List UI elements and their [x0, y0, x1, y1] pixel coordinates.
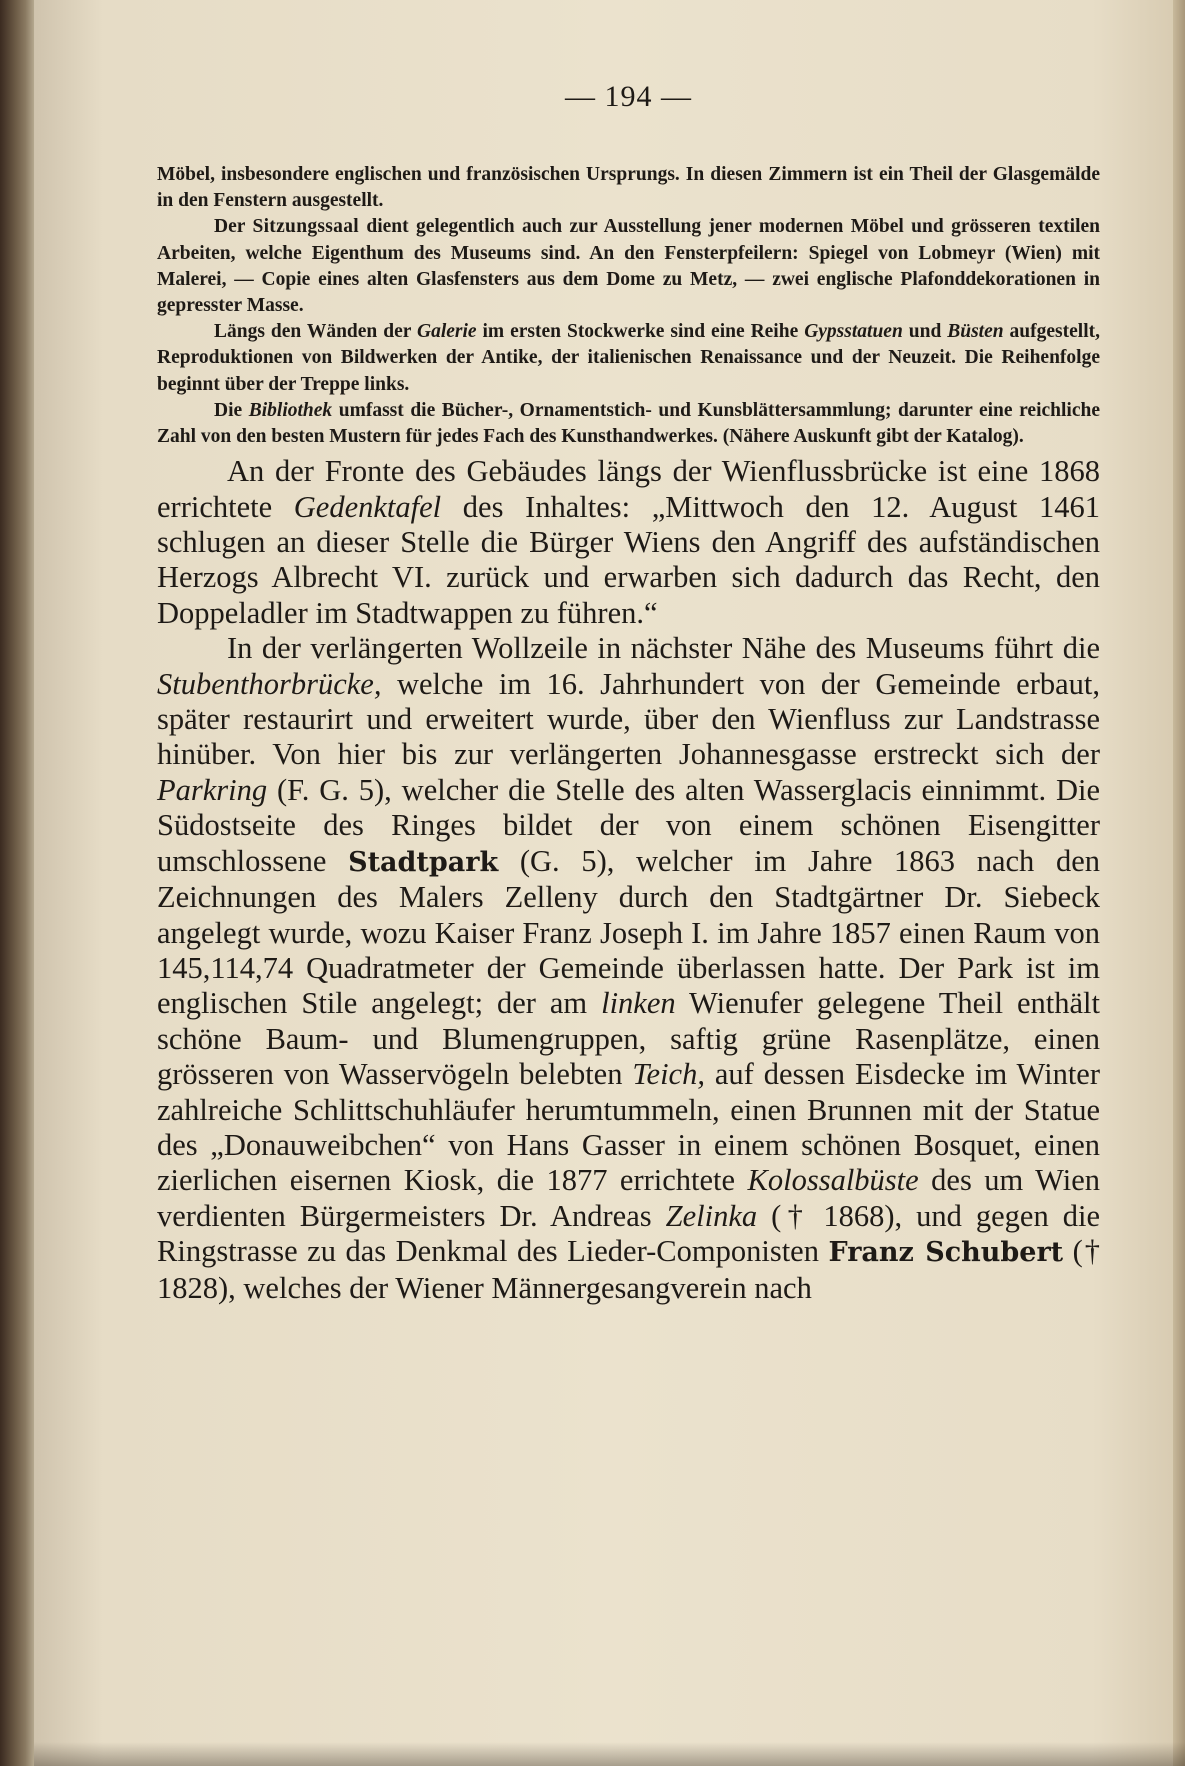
- text-run: (G. 5), welcher im Jahre 1863 nach den Zeichnungen des Malers Zelleny durch den Stadtgärtner Dr. Siebeck angelegt wurde, wozu Kaiser Franz Joseph I. im Jahre 1857 einen Raum von 145,114,74 Quadratmeter der Gemeinde überlassen hatte. Der Park ist im englischen Stile angelegt; der am: [157, 843, 1100, 1021]
- bold-term: Franz Schubert: [828, 1237, 1064, 1269]
- text-run: Die: [214, 399, 249, 421]
- text-run: umfasst die Bücher-, Ornamentstich- und Kunsblättersammlung; darunter eine reichliche Zahl von den besten Mustern für jedes Fach des Kunsthandwerkes. (Nähere Auskunft gibt der Katalog).: [157, 399, 1100, 448]
- text-run: Der: [214, 216, 253, 238]
- text-run: des um Wien verdienten Bürgermeisters Dr. Andreas: [157, 1163, 1100, 1233]
- page-content: [157, 80, 1100, 1306]
- paragraph: [157, 162, 1100, 214]
- text-run: († 1868), und gegen die Ringstrasse zu das Denkmal des Lieder-Componisten: [157, 1198, 1100, 1269]
- italic-term: Büsten: [947, 321, 1004, 343]
- paragraph: [157, 319, 1100, 398]
- text-run: dient gelegentlich auch zur Ausstellung jener modernen Möbel und grösseren textilen Arbeiten, welche Eigenthum des Museums sind. An den Fensterpfeilern: Spiegel von Lobmeyr (Wien) mit Malerei, — Copie eines alten Glasfensters aus dem Dome zu Metz, — zwei englische Plafonddekorationen in gepresster Masse.: [157, 216, 1101, 317]
- paragraph: [157, 398, 1100, 450]
- italic-term: linken: [601, 986, 676, 1021]
- paragraph: [157, 214, 1100, 319]
- text-run: und: [902, 321, 948, 343]
- text-run: († 1828), welches der Wiener Männergesangverein nach: [157, 1234, 1100, 1305]
- text-run: aufgestellt, Reproduktionen von Bildwerken der Antike, der italienischen Renaissance und der Neuzeit. Die Reihenfolge beginnt über der Treppe links.: [157, 321, 1100, 395]
- text-run: Wienufer gelegene Theil enthält schöne Baum- und Blumengruppen, saftig grüne Rasenplätze, einen grösseren von Wasservögeln belebten: [157, 986, 1101, 1092]
- text-run: An der Fronte des Gebäudes längs der Wienflussbrücke ist eine 1868 errichtete: [157, 454, 1100, 524]
- text-run: In der verlängerten Wollzeile in nächster Nähe des Museums führt die: [227, 631, 1100, 666]
- bold-term: Stadtpark: [348, 846, 499, 878]
- bold-term: Sitzungssaal: [252, 216, 359, 238]
- italic-term: Gedenktafel: [293, 489, 442, 524]
- italic-term: Gypsstatuen: [804, 321, 903, 343]
- italic-term: Stubenthorbrücke,: [157, 666, 382, 701]
- text-run: im ersten Stockwerke sind eine Reihe: [476, 321, 805, 343]
- text-run: (F. G. 5), welcher die Stelle des alten Wasserglacis einnimmt. Die Südostseite des Ringes bildet der von einem schönen Eisengitter umschlossene: [157, 772, 1100, 878]
- italic-term: Teich,: [632, 1057, 705, 1092]
- page-number: — 194 —: [565, 80, 692, 113]
- text-run: welche im 16. Jahrhundert von der Gemeinde erbaut, später restaurirt und erweitert wurde, über den Wienfluss zur Landstrasse hinüber. Von hier bis zur verlängerten Johannesgasse erstreckt sich der: [157, 666, 1100, 772]
- italic-term: Parkring: [157, 772, 268, 807]
- page-edge: [1173, 0, 1185, 1766]
- text-run: des Inhaltes: „Mittwoch den 12. August 1461 schlugen an dieser Stelle die Bürger Wiens den Angriff des aufständischen Herzogs Albrecht VI. zurück und erwarben sich dadurch das Recht, den Doppeladler im Stadtwappen zu führen.“: [157, 489, 1101, 630]
- italic-term: Zelinka: [665, 1198, 758, 1233]
- text-run: Möbel, insbesondere englischen und französischen Ursprungs. In diesen Zimmern ist ein Theil der Glasgemälde in den Fenstern ausgestellt.: [157, 164, 1100, 212]
- paragraph: [157, 631, 1100, 1306]
- italic-term: Galerie: [416, 321, 477, 343]
- italic-term: Bibliothek: [248, 399, 333, 421]
- text-run: auf dessen Eisdecke im Winter zahlreiche Schlittschuhläufer herumtummeln, einen Brunnen mit der Statue des „Donauweibchen“ von Hans Gasser in einem schönen Bosquet, einen zierlichen eisernen Kiosk, die 1877 errichtete: [157, 1057, 1100, 1198]
- paragraph: [157, 454, 1100, 631]
- text-run: Längs den Wänden der: [214, 321, 417, 343]
- italic-term: Kolossalbüste: [747, 1163, 919, 1198]
- page-bottom-shadow: [34, 1742, 1185, 1766]
- book-spine: [0, 0, 34, 1766]
